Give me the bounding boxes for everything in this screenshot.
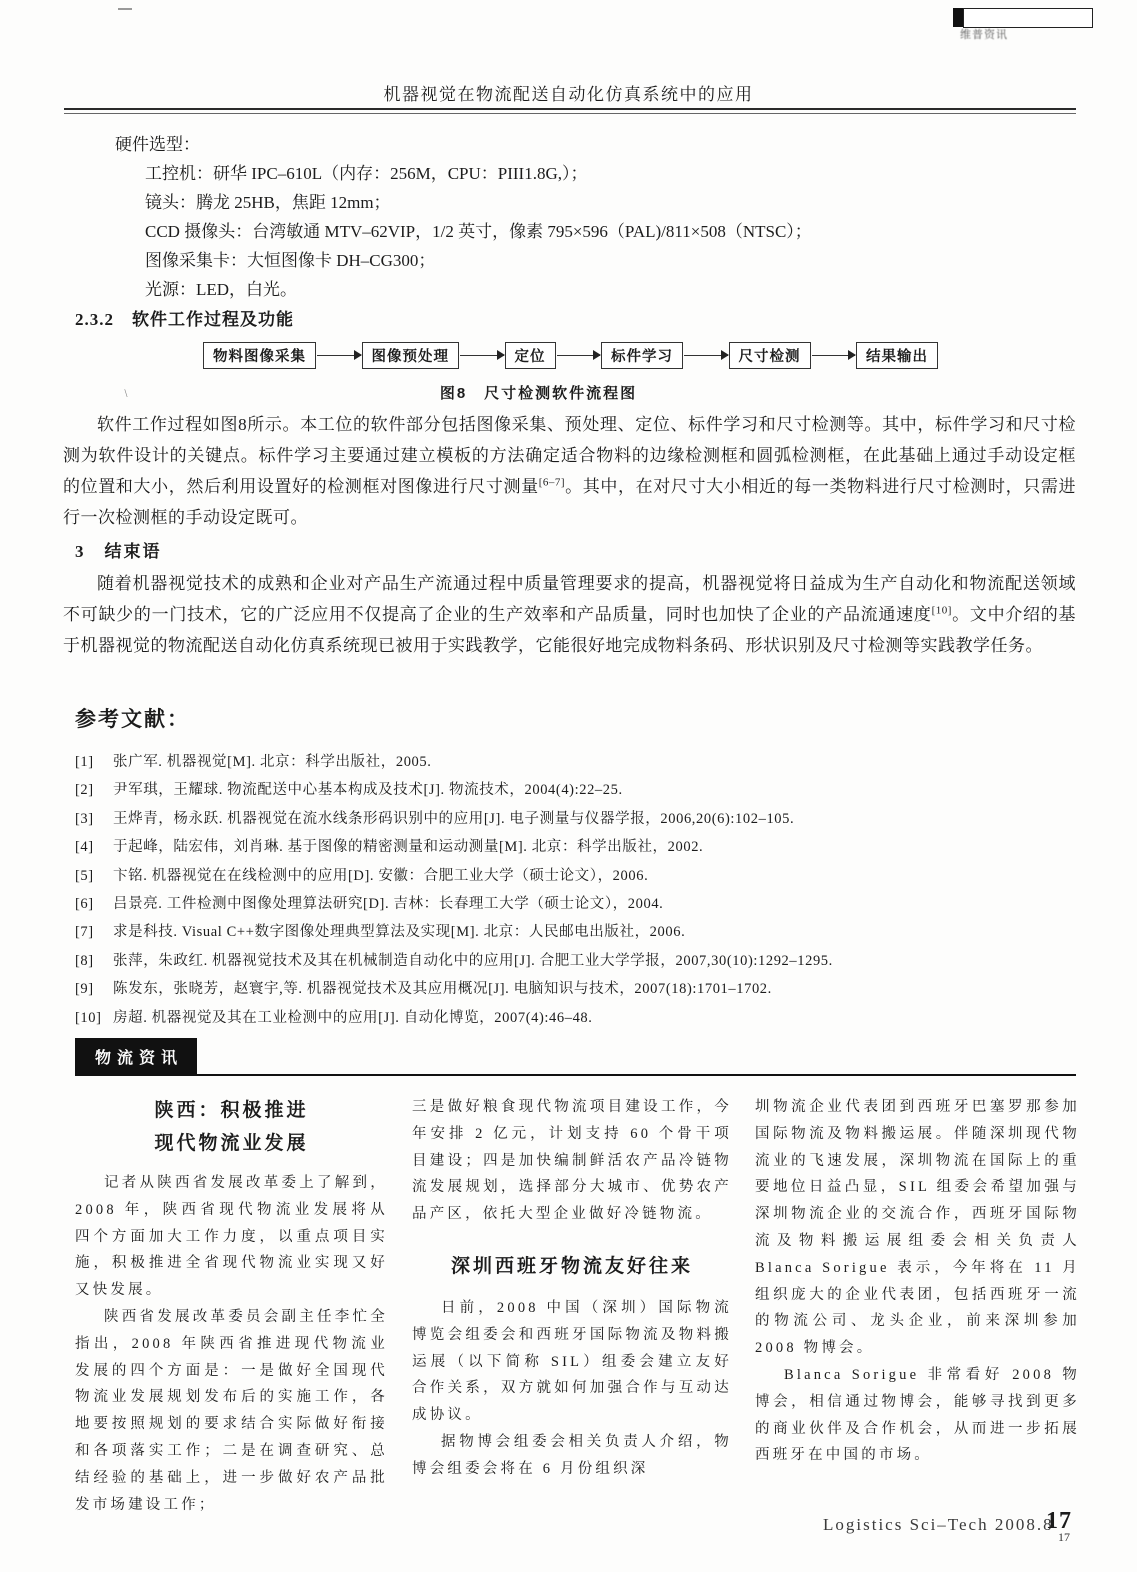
reference-item <box>75 947 1080 975</box>
paragraph-text: 随着机器视觉技术的成熟和企业对产品生产流通过程中质量管理要求的提高，机器视觉将日益成为生产自动化和物流配送领域不可缺少的一门技术，它的广泛应用不仅提高了企业的生产效率和产品质量，同时也加快了企业的产品流通速度 <box>63 574 1076 624</box>
news-section-rule <box>75 1040 1076 1076</box>
news-paragraph: 据物博会组委会相关负责人介绍，物博会组委会将在 6 月份组织深 <box>412 1433 732 1477</box>
reference-number: [9] <box>75 981 94 998</box>
news-section-banner: 物流资讯 <box>75 1038 197 1075</box>
paragraph-conclusion <box>63 568 1076 661</box>
footer-page-number: 17 <box>1046 1508 1072 1534</box>
reference-item <box>75 805 1080 833</box>
hardware-section <box>75 130 1075 304</box>
watermark-box <box>963 8 1093 28</box>
reference-number: [3] <box>75 810 94 827</box>
references-list <box>75 748 1080 1032</box>
flowchart-box-locate: 定位 <box>505 342 556 369</box>
news-article-title: 深圳西班牙物流友好往来 <box>450 1255 693 1277</box>
subsection-heading-232: 2.3.2 软件工作过程及功能 <box>75 310 294 329</box>
news-paragraph: 三是做好粮食现代物流项目建设工作，今年安排 2 亿元，计划支持 60 个骨干项目建设；四是加快编制鲜活农产品冷链物流发展规划，选择部分大城市、优势农产品产区，依托大型企业做好冷链物流。 <box>412 1099 732 1223</box>
hardware-line: CCD 摄像头：台湾敏通 MTV–62VIP，1/2 英寸，像素 795×596（PAL)/811×508（NTSC）； <box>145 222 812 241</box>
reference-item <box>75 1004 1080 1032</box>
news-column-middle <box>412 1094 732 1483</box>
reference-number: [2] <box>75 782 94 799</box>
news-column-shaanxi <box>75 1094 388 1518</box>
reference-item <box>75 748 1080 776</box>
reference-text: 王烨青，杨永跃. 机器视觉在流水线条形码识别中的应用[J]. 电子测量与仪器学报，2006,20(6):102–105. <box>113 810 795 827</box>
flow-arrow-icon <box>460 355 504 357</box>
hardware-line: 图像采集卡：大恒图像卡 DH–CG300； <box>145 251 436 270</box>
flow-arrow-icon <box>684 355 728 357</box>
flowchart-box-preprocess: 图像预处理 <box>362 342 460 369</box>
reference-text: 吕景亮. 工件检测中图像处理算法研究[D]. 吉林：长春理工大学（硕士论文），2004. <box>113 896 664 913</box>
citation-superscript: [10] <box>931 604 952 617</box>
reference-text: 陈发东，张晓芳，赵寰宇,等. 机器视觉技术及其应用概况[J]. 电脑知识与技术，2007(18):1701–1702. <box>113 981 772 998</box>
flowchart-box-size-detect: 尺寸检测 <box>729 342 811 369</box>
reference-text: 于起峰，陆宏伟，刘肖琳. 基于图像的精密测量和运动测量[M]. 北京：科学出版社，2002. <box>113 839 704 856</box>
reference-item <box>75 975 1080 1003</box>
citation-superscript: [6–7] <box>538 476 566 489</box>
reference-number: [5] <box>75 867 94 884</box>
news-article-title: 陕西：积极推进 <box>154 1100 309 1121</box>
reference-item <box>75 776 1080 804</box>
hardware-line: 光源：LED，白光。 <box>145 280 298 299</box>
flowchart-figure <box>203 342 938 369</box>
paragraph-text: 。文中介绍的基于机器视觉的物流配送自动化仿真系统现已被用于实践教学，它能很好地完成物料条码、形状识别及尺寸检测等实践教学任务。 <box>63 605 1077 655</box>
hardware-line: 镜头：腾龙 25HB，焦距 12mm； <box>145 193 391 212</box>
running-head-title: 机器视觉在物流配送自动化仿真系统中的应用 <box>383 85 754 104</box>
paragraph-text: 。其中，在对尺寸大小相近的每一类物料进行尺寸检测时，只需进行一次检测框的手动设定既可。 <box>63 477 1077 527</box>
news-paragraph: 记者从陕西省发展改革委上了解到，2008 年，陕西省现代物流业发展将从四个方面加大工作力度，以重点项目实施，积极推进全省现代物流业实现又好又快发展。 <box>75 1175 388 1299</box>
flow-arrow-icon <box>812 355 856 357</box>
reference-text: 求是科技. Visual C++数字图像处理典型算法及实现[M]. 北京：人民邮电出版社，2006. <box>113 924 686 941</box>
reference-number: [6] <box>75 896 94 913</box>
flowchart-box-image-capture: 物料图像采集 <box>203 342 316 369</box>
news-paragraph: 圳物流企业代表团到西班牙巴塞罗那参加国际物流及物料搬运展。伴随深圳现代物流业的飞速发展，深圳物流在国际上的重要地位日益凸显，SIL 组委会希望加强与深圳物流企业的交流合作，西班牙国际物流及物料搬运展组委会相关负责人 Blanca Sorigue 表示，今年将在 11 月组织庞大的企业代表团，包括西班牙一流的物流公司、龙头企业，前来深圳参加 2008 物博会。 <box>755 1099 1080 1357</box>
flow-arrow-icon <box>317 355 361 357</box>
news-paragraph: 日前，2008 中国（深圳）国际物流博览会组委会和西班牙国际物流及物料搬运展（以下简称 SIL）组委会建立友好合作关系，双方就如何加强合作与互动达成协议。 <box>412 1299 732 1424</box>
reference-text: 房超. 机器视觉及其在工业检测中的应用[J]. 自动化博览，2007(4):46–48. <box>113 1009 593 1026</box>
news-column-right <box>755 1094 1080 1469</box>
reference-number: [1] <box>75 754 94 770</box>
hardware-heading: 硬件选型： <box>115 135 200 154</box>
watermark-label: 维普资讯 <box>960 29 1008 41</box>
paragraph-text: 软件工作过程如图8所示。本工位的软件部分包括图像采集、预处理、定位、标件学习和尺寸检测等。其中，标件学习和尺寸检测为软件设计的关键点。标件学习主要通过建立模板的方法确定适合物料的边缘检测框和圆弧检测框，在此基础上通过手动设定框的位置和大小，然后利用设置好的检测框对图像进行尺寸测量 <box>63 415 1076 496</box>
reference-number: [4] <box>75 839 94 856</box>
reference-text: 张萍，朱政红. 机器视觉技术及其在机械制造自动化中的应用[J]. 合肥工业大学学报，2007,30(10):1292–1295. <box>113 952 833 969</box>
news-article-title: 现代物流业发展 <box>154 1133 309 1154</box>
watermark-bar <box>953 8 963 27</box>
reference-number: [8] <box>75 952 94 969</box>
flowchart-box-result-output: 结果输出 <box>856 342 938 369</box>
reference-item <box>75 833 1080 861</box>
section-heading-conclusion: 3 结束语 <box>75 542 162 561</box>
news-paragraph: 陕西省发展改革委员会副主任李忙全指出，2008 年陕西省推进现代物流业发展的四个方面是：一是做好全国现代物流业发展规划发布后的实施工作，各地要按照规划的要求结合实际做好衔接和各项落实工作；二是在调查研究、总结经验的基础上，进一步做好农产品批发市场建设工作； <box>75 1308 388 1513</box>
news-paragraph: Blanca Sorigue 非常看好 2008 物博会，相信通过物博会，能够寻找到更多的商业伙伴及合作机会，从而进一步拓展西班牙在中国的市场。 <box>755 1366 1080 1464</box>
footer-page-number-small: 17 <box>1058 1530 1070 1544</box>
reference-text: 尹军琪，王耀球. 物流配送中心基本构成及技术[J]. 物流技术，2004(4):22–25. <box>113 782 623 799</box>
reference-text: 卞铭. 机器视觉在在线检测中的应用[D]. 安徽：合肥工业大学（硕士论文），2006. <box>113 867 649 884</box>
reference-number: [10] <box>75 1009 102 1026</box>
reference-text: 张广军. 机器视觉[M]. 北京：科学出版社，2005. <box>113 754 432 770</box>
scan-artifact-tick <box>118 8 132 10</box>
header-rule <box>64 108 1076 114</box>
reference-number: [7] <box>75 924 94 941</box>
reference-item <box>75 918 1080 946</box>
flowchart-box-template-learning: 标件学习 <box>601 342 683 369</box>
hardware-line: 工控机：研华 IPC–610L（内存：256M，CPU：PIII1.8G,）； <box>145 164 588 183</box>
figure-caption: 图8 尺寸检测软件流程图 <box>439 385 638 402</box>
reference-item <box>75 862 1080 890</box>
references-heading: 参考文献： <box>75 707 190 731</box>
flow-arrow-icon <box>557 355 601 357</box>
reference-item <box>75 890 1080 918</box>
footer-journal-name: Logistics Sci–Tech 2008.8 <box>823 1515 1054 1534</box>
scan-artifact-mark: ﹨ <box>120 385 133 399</box>
paragraph-software-process <box>63 409 1076 533</box>
